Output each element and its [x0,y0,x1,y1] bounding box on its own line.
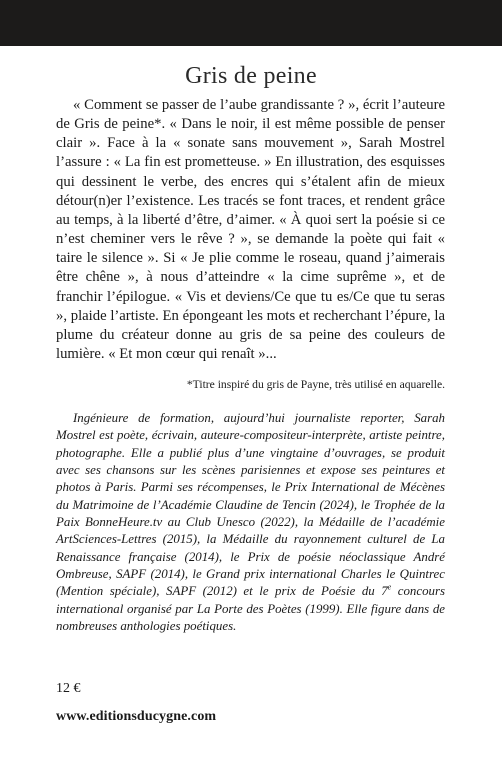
author-biography [56,410,445,635]
publisher-website: www.editionsducygne.com [56,709,217,724]
price-label: 12 € [56,681,81,696]
bio-text-part1: Ingénieure de formation, aujourd’hui journaliste reporter, Sarah Mostrel est poète, écrivain, auteure-compositeur-interprète, artiste peintre, photographe. Elle a publié plus d’une vingtaine d’ouvrages, se produit avec ses chansons sur les scènes parisiennes et expose ses peintures et photos à Paris. Parmi ses récompenses, le Prix International de Mécènes du Matrimoine de l’Académie Claudine de Tencin (2024), le Trophée de la Paix BonneHeure.tv au Club Unesco (2022), la Médaille de l’académie ArtSciences-Lettres (2015), la Médaille du rayonnement culturel de La Renaissance française (2014), le Prix de poésie néoclassique André Ombreuse, SAPF (2014), le Grand prix international Charles le Quintrec (Mention spéciale), SAPF (2012) et le prix de Poésie du 7 [56,411,445,599]
bio-text-part2: concours international organisé par La Porte des Poètes (1999). Elle figure dans de nombreuses anthologies poétiques. [56,584,445,634]
bio-superscript: e [387,583,392,593]
top-dark-band [0,0,502,46]
summary-paragraph: « Comment se passer de l’aube grandissante ? », écrit l’auteure de Gris de peine*. « Dans le noir, il est même possible de penser clair ». Face à la « sonate sans mouvement », Sarah Mostrel l’assure : « La fin est prometteuse. » En illustration, des esquisses qui dessinent le verbe, des encres qui s’étalent afin de mieux détour(n)er l’existence. Les tracés se font traces, et rendent grâce au temps, à la liberté d’être, d’aimer. « À quoi sert la poésie si ce n’est cheminer vers le rêve ? », se demande la poète qui fait « taire le silence ». Si « Je plie comme le roseau, quand j’aimerais être chêne », à nous d’atteindre « la cime suprême », et de franchir l’épilogue. « Vis et deviens/Ce que tu es/Ce que tu seras », plaide l’artiste. En épongeant les mots et recherchant l’épure, la plume du créateur donne au gris de sa peine des couleurs de lumière. « Et mon cœur qui renaît »... [56,97,445,363]
title-footnote: *Titre inspiré du gris de Payne, très utilisé en aquarelle. [186,378,445,391]
book-title: Gris de peine [185,63,317,89]
